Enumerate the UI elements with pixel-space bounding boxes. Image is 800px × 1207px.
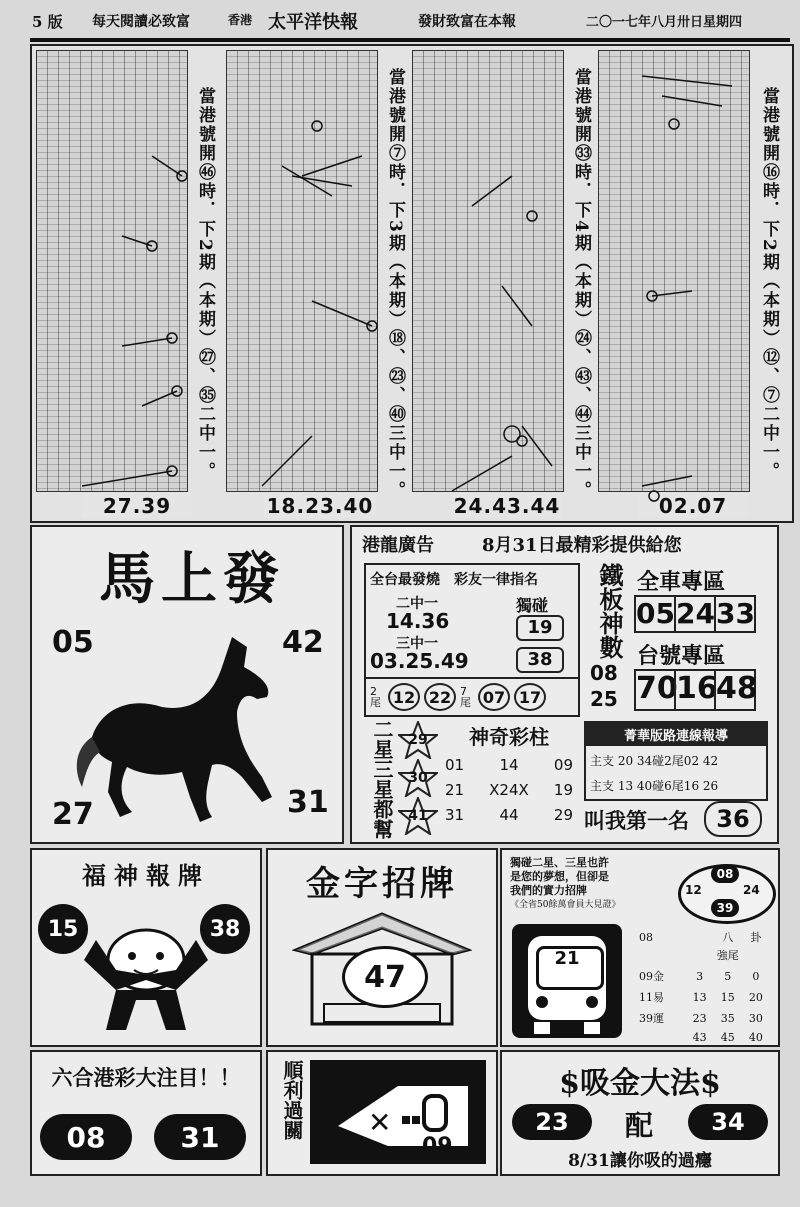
- callme-number: 36: [704, 801, 762, 837]
- chart-note-3: 當港號開㉝時．下4期（本期）㉔、㊸、㊹三中一。: [571, 68, 591, 500]
- bagua-text-line-2: 是您的夢想，但卻是: [510, 870, 609, 883]
- bus-number: 21: [554, 948, 580, 969]
- fushen-figure-icon: [76, 920, 216, 1040]
- shenqi-cell: 44: [499, 806, 519, 824]
- single-hit-label: 獨碰: [516, 596, 549, 615]
- left-slogan: 每天閱讀必致富: [92, 14, 190, 30]
- car-zone-number-3: 33: [714, 595, 756, 633]
- liuhe-panel: [30, 1050, 262, 1176]
- shenqi-table: [444, 755, 574, 825]
- tieban-number-2: 25: [590, 687, 618, 711]
- mashangfa-number-tl: 05: [52, 625, 94, 660]
- tail-label-1: 2尾: [370, 685, 381, 709]
- shenqi-cell: 19: [553, 781, 573, 799]
- mashangfa-number-br: 31: [287, 785, 329, 820]
- chart-result-3: 24.43.44: [453, 494, 561, 518]
- bagua-header-cell: 卦: [750, 931, 762, 944]
- gamepad-icon: [310, 1060, 486, 1164]
- wheel-number-2: 12: [685, 883, 702, 897]
- bagua-cell: 23: [692, 1011, 707, 1025]
- fushen-title: 福神報牌: [82, 861, 210, 890]
- tail-number-2: 22: [424, 683, 456, 711]
- xijin-panel: [500, 1050, 780, 1176]
- tai-zone-number-3: 48: [714, 669, 756, 711]
- wheel-number-3: 24: [743, 883, 760, 897]
- bagua-text-line-1: 獨碰二星、三星也許: [510, 856, 609, 869]
- bagua-cell: 0: [752, 969, 760, 983]
- xijin-title: $吸金大法$: [559, 1066, 721, 1101]
- erxing-label: 二星三星都幫: [370, 719, 394, 839]
- shenqi-cell: 14: [499, 756, 519, 774]
- single-hit-value-1: 19: [516, 615, 564, 641]
- shunli-title: 順利過關: [280, 1060, 304, 1140]
- bagua-cell: 43: [692, 1031, 707, 1044]
- wheel-number-1: 08: [711, 865, 739, 883]
- tieban-number-1: 08: [590, 661, 618, 685]
- bagua-panel: [500, 848, 780, 1047]
- mashangfa-title: 馬上發: [99, 546, 285, 612]
- tail-label-2: 7尾: [460, 685, 471, 709]
- two-hit-value: 14.36: [386, 609, 450, 633]
- three-hit-value: 03.25.49: [370, 649, 469, 673]
- tai-zone-number-1: 70: [634, 669, 676, 711]
- star-icon: [398, 759, 438, 797]
- car-zone-number-2: 24: [674, 595, 716, 633]
- car-zone-title: 全車專區: [637, 570, 726, 595]
- header-rule: [30, 38, 790, 42]
- tail-row: [370, 683, 574, 711]
- tai-zone-number-2: 16: [674, 669, 716, 711]
- chart-note-4: 當港號開⑯時．下2期（本期）⑫、⑦二中一。: [759, 87, 779, 481]
- shenqi-cell: 09: [553, 756, 573, 774]
- bagua-cell: 20: [748, 990, 763, 1004]
- right-slogan: 發財致富在本報: [418, 14, 516, 30]
- paper-name: 太平洋快報: [268, 12, 358, 33]
- liuhe-number-1: 08: [40, 1114, 132, 1160]
- chart-note-2: 當港號開⑦時．下3期（本期）⑱、㉓、㊵三中一。: [385, 68, 405, 500]
- bagua-cell: 45: [720, 1031, 735, 1044]
- shenqi-cell: 29: [553, 806, 573, 824]
- bagua-row-label: 11易: [639, 991, 664, 1004]
- chart-trend-lines: [32, 46, 792, 521]
- shunli-panel: [266, 1050, 498, 1176]
- shenqi-title: 神奇彩柱: [469, 725, 549, 749]
- ganglong-subtitle: 8月31日最精彩提供給您: [482, 535, 682, 556]
- bagua-row-label: 39運: [639, 1012, 664, 1025]
- jinzi-number: 47: [342, 946, 428, 1008]
- luxian-row-1: 主支 20 34碰2尾02 42: [590, 754, 719, 768]
- single-hit-value-2: 38: [516, 647, 564, 673]
- xijin-number-1: 23: [512, 1104, 592, 1140]
- callme-label: 叫我第一名: [584, 808, 689, 833]
- tail-number-3: 07: [478, 683, 510, 711]
- jinzi-title: 金字招牌: [306, 864, 458, 904]
- bagua-text-line-4: 《全省50餘萬會員大見證》: [510, 900, 621, 910]
- fushen-panel: [30, 848, 262, 1047]
- svg-text:✕: ✕: [368, 1106, 392, 1139]
- hot-picks-box: [364, 563, 580, 717]
- bagua-subheader: 強尾: [716, 949, 739, 962]
- bagua-row-label: 09金: [639, 970, 664, 983]
- jinzi-panel: [266, 848, 498, 1047]
- tai-zone-title: 台號專區: [637, 644, 726, 669]
- chart-result-4: 02.07: [638, 494, 748, 518]
- mashangfa-panel: [30, 525, 344, 844]
- chart-note-1: 當港號開㊻時．下2期（本期）㉗、㉟二中一。: [195, 87, 215, 481]
- luxian-box: [584, 721, 768, 801]
- two-hit-label: 二中一: [396, 596, 438, 612]
- star-number-1: 29: [408, 732, 428, 748]
- chart-result-1: 27.39: [82, 494, 192, 518]
- chart-section: [30, 44, 794, 523]
- luxian-row-2: 主支 13 40碰6尾16 26: [590, 779, 719, 793]
- xijin-pair-label: 配: [624, 1109, 653, 1142]
- star-icon: [398, 797, 438, 835]
- bagua-row-label: [638, 1027, 686, 1045]
- bagua-header-cell: 八: [722, 931, 734, 944]
- shenqi-cell: 21: [445, 781, 465, 799]
- car-zone-numbers: [634, 595, 756, 633]
- tail-number-1: 12: [388, 683, 420, 711]
- page-header: [0, 0, 800, 40]
- issue-date: 二〇一七年八月卅日星期四: [586, 15, 743, 30]
- tieban-title: 鐵板神數: [595, 563, 624, 659]
- bagua-cell: 3: [696, 969, 704, 983]
- ganglong-panel: [350, 525, 779, 844]
- star-column: [398, 721, 438, 837]
- horse-icon: [72, 627, 292, 827]
- page-number: 5 版: [32, 13, 63, 31]
- star-icon: [398, 721, 438, 759]
- shenqi-cell: 01: [445, 756, 465, 774]
- wheel-number-4: 39: [711, 899, 739, 917]
- bagua-cell: 5: [724, 969, 732, 983]
- xijin-number-2: 34: [688, 1104, 768, 1140]
- bagua-text-line-3: 我們的實力招牌: [510, 884, 587, 897]
- tail-number-4: 17: [514, 683, 546, 711]
- luxian-title: 菁華版路連線報導: [586, 723, 766, 746]
- star-number-2: 30: [408, 770, 428, 786]
- xijin-footer: 8/31讓你吸的過癮: [568, 1151, 712, 1171]
- liuhe-number-2: 31: [154, 1114, 246, 1160]
- bagua-cell: 35: [720, 1011, 735, 1025]
- bagua-cell: 13: [692, 990, 707, 1004]
- shenqi-cell: X24X: [489, 781, 529, 799]
- fushen-number-1: 15: [38, 904, 88, 954]
- shunli-number: 09: [422, 1134, 453, 1159]
- bagua-table: [638, 928, 770, 1045]
- number-wheel: [678, 864, 776, 924]
- fushen-number-2: 38: [200, 904, 250, 954]
- bus-icon: [512, 924, 622, 1038]
- star-number-3: 41: [408, 808, 428, 824]
- chart-result-2: 18.23.40: [264, 494, 376, 518]
- bagua-cell: 30: [748, 1011, 763, 1025]
- shenqi-cell: 31: [445, 806, 465, 824]
- bagua-cell: 40: [748, 1031, 763, 1044]
- hot-picks-title: 全台最發燒 彩友一律指名: [370, 572, 538, 588]
- mashangfa-number-tr: 42: [282, 625, 324, 660]
- car-zone-number-1: 05: [634, 595, 676, 633]
- ganglong-title: 港龍廣告: [362, 535, 434, 556]
- liuhe-title: 六合港彩大注目！！: [51, 1065, 241, 1090]
- three-hit-label: 三中一: [396, 636, 438, 652]
- bagua-cell: 15: [720, 990, 735, 1004]
- bagua-header-cell: 08: [639, 930, 653, 944]
- region-label: 香港: [228, 13, 253, 27]
- bagua-text: [510, 856, 690, 912]
- mashangfa-number-bl: 27: [52, 797, 94, 832]
- tai-zone-numbers: [634, 669, 756, 711]
